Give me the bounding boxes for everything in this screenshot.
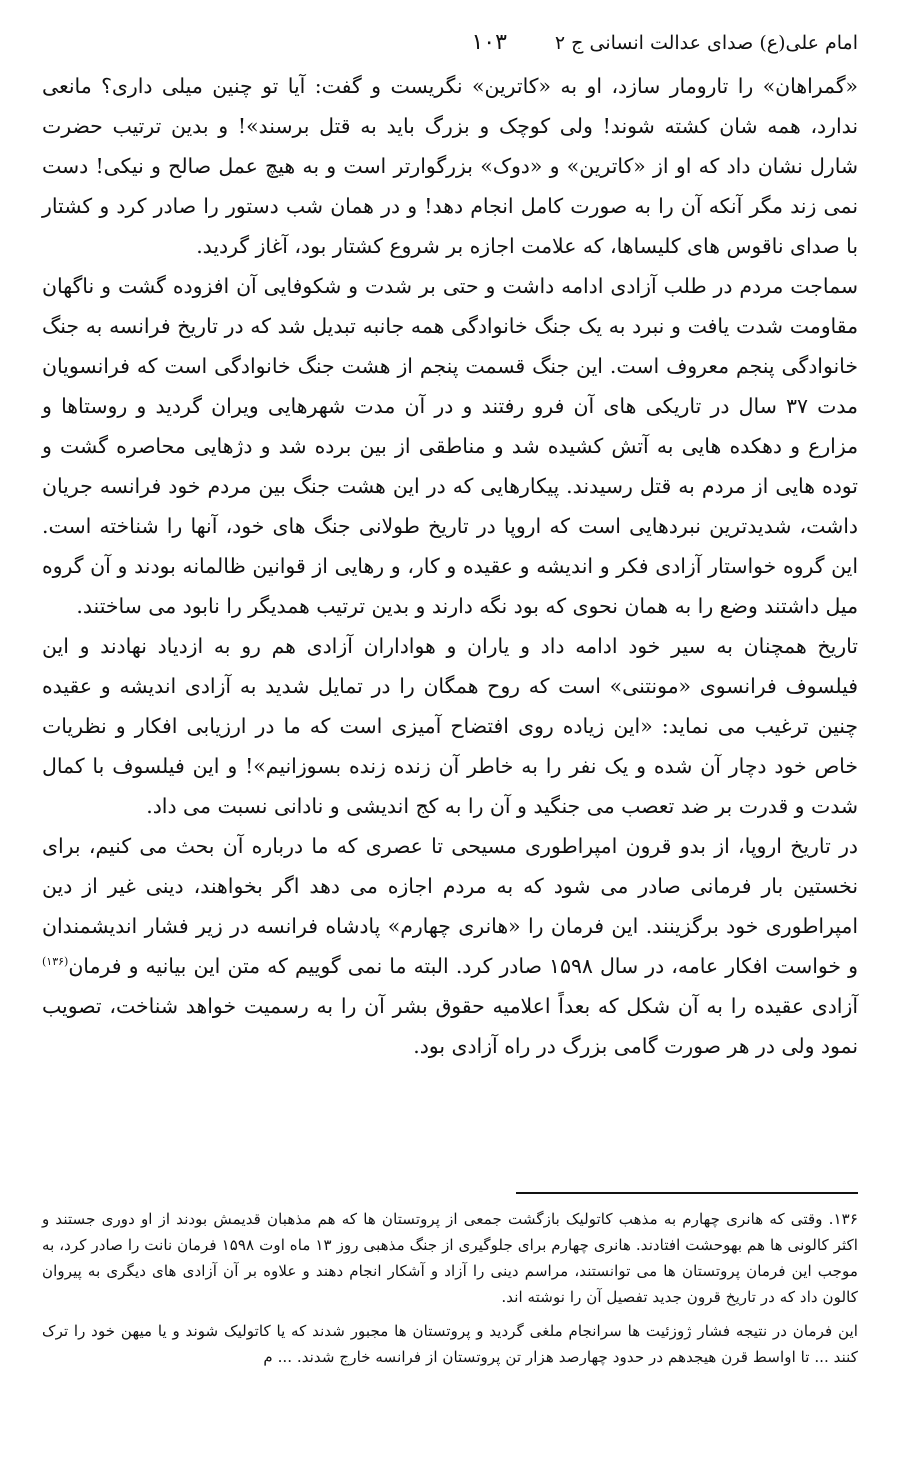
footnote-reference: (۱۳۶) [42, 955, 69, 969]
paragraph: تاریخ همچنان به سیر خود ادامه داد و یاران و هواداران آزادی هم رو به ازدیاد نهادند و این فیلسوف فرانسوی «مونتنی» است که روح همگان را در تمایل شدید به آزادی اندیشه و عقیده چنین ترغیب می نماید: «این زیاده روی افتضاح آمیزی است که ما در ارزیابی افکار و نظریات خاص خود دچار آن شده و یک نفر را به خاطر آن زنده زنده بسوزانیم»! و این فیلسوف با کمال شدت و قدرت بر ضد تعصب می جنگید و آن را به کج اندیشی و نادانی نسبت می داد. [42, 634, 859, 818]
page-header [42, 30, 858, 66]
footnote-divider [516, 1192, 858, 1194]
running-title: امام علی(ع) صدای عدالت انسانی ج ۲ [554, 32, 858, 54]
paragraph [42, 826, 858, 1066]
paragraph-text: آزادی عقیده را به آن شکل که بعداً اعلامیه حقوق بشر آن را به رسمیت خواهد شناخت، تصویب نمود ولی در هر صورت گامی بزرگ در راه آزادی بود. [42, 994, 858, 1058]
paragraph-text: در تاریخ اروپا، از بدو قرون امپراطوری مسیحی تا عصری که ما درباره آن بحث می کنیم، برای نخستین بار فرمانی صادر می شود که به مردم اجازه می دهد اگر بخواهند، دینی غیر از دین امپراطوری خود برگزینند. این فرمان را «هانری چهارم» پادشاه فرانسه در زیر فشار اندیشمندان و خواست افکار عامه، در سال ۱۵۹۸ صادر کرد. البته ما نمی گوییم که متن این بیانیه و فرمان [42, 834, 858, 978]
footnotes [42, 1192, 858, 1370]
main-text [42, 66, 858, 1066]
page-number: ۱۰۳ [471, 30, 507, 55]
paragraph: سماجت مردم در طلب آزادی ادامه داشت و حتی بر شدت و شکوفایی آن افزوده گشت و ناگهان مقاومت شدت یافت و نبرد به یک جنگ خانوادگی همه جانبه تبدیل شد که در تاریخ فرانسه به جنگ خانوادگی پنجم معروف است. این جنگ قسمت پنجم از هشت جنگ خانوادگی است که فرانسویان مدت ۳۷ سال در تاریکی های آن فرو رفتند و در آن مدت شهرهایی ویران گردید و روستاها و مزارع و دهکده هایی به آتش کشیده شد و مناطقی از بین برده شد و دژهایی محاصره گشت و توده هایی از مردم به قتل رسیدند. پیکارهایی که در این هشت جنگ بین مردم خود فرانسه جریان داشت، شدیدترین نبردهایی است که اروپا در تاریخ طولانی جنگ های خود، آنها را شناخته است. این گروه خواستار آزادی فکر و اندیشه و عقیده و کار، و رهایی از قوانین ظالمانه بودند و آن گروه میل داشتند وضع را به همان نحوی که بود نگه دارند و بدین ترتیب همدیگر را نابود می ساختند. [42, 274, 858, 618]
footnote: ۱۳۶. وقتی که هانری چهارم به مذهب کاتولیک بازگشت جمعی از پروتستان ها که هم مذهبان قدیمش بودند از او دوری جستند و اکثر کالونی ها هم بهوحشت افتادند. هانری چهارم برای جلوگیری از جنگ مذهبی روز ۱۳ ماه اوت ۱۵۹۸ فرمان نانت را صادر کرد، به موجب این فرمان پروتستان ها می توانستند، مراسم دینی را آزاد و آشکار انجام دهند و علاوه بر آن آزادی های دیگری به پیروان کالون داد که در تاریخ قرون جدید تفصیل آن را نوشته اند. [42, 1210, 859, 1306]
footnote: این فرمان در نتیجه فشار ژوزئیت ها سرانجام ملغی گردید و پروتستان ها مجبور شدند که یا کاتولیک شوند و یا میهن خود را ترک کنند ... تا اواسط قرن هیجدهم در حدود چهارصد هزار تن پروتستان از فرانسه خارج شدند. ... م [42, 1322, 858, 1366]
paragraph: «گمراهان» را تارومار سازد، او به «کاترین» نگریست و گفت: آیا تو چنین میلی داری؟ مانعی ندارد، همه شان کشته شوند! ولی کوچک و بزرگ باید به قتل برسند»! و بدین ترتیب حضرت شارل نشان داد که او از «کاترین» و «دوک» بزرگوارتر است و به هیچ عمل صالح و نیکی! دست نمی زند مگر آنکه آن را به صورت کامل انجام دهد! و در همان شب دستور را صادر کرد و کشتار با صدای ناقوس های کلیساها، که علامت اجازه بر شروع کشتار بود، آغاز گردید. [42, 74, 858, 258]
